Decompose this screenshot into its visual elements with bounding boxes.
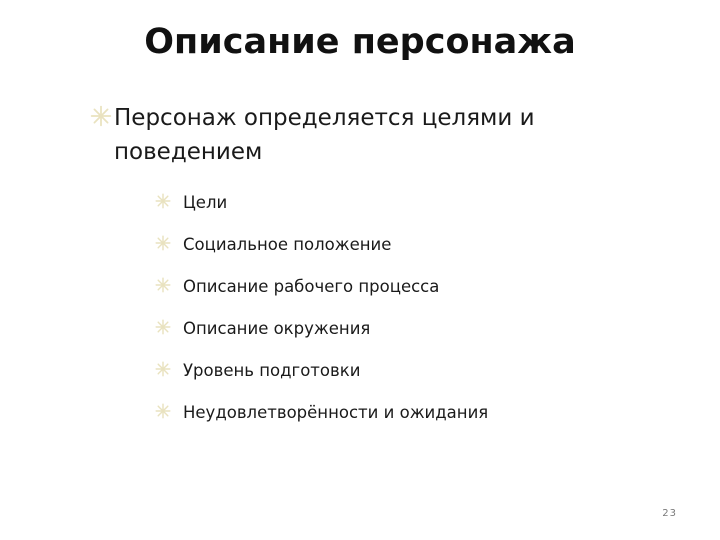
main-bullet-text: Персонаж определяется целями и поведением: [114, 105, 535, 165]
sub-bullet-item: [155, 265, 488, 307]
sub-bullet-item: [155, 391, 488, 433]
sub-bullet-text: Неудовлетворённости и ожидания: [183, 402, 489, 422]
star-burst-icon: [155, 361, 171, 377]
sub-bullet-item: [155, 307, 488, 349]
sub-bullet-text: Уровень подготовки: [183, 360, 361, 380]
sub-bullet-text: Социальное положение: [183, 234, 392, 254]
sub-bullet-text: Описание окружения: [183, 318, 371, 338]
sub-bullet-item: [155, 223, 488, 265]
sub-bullet-list: [155, 181, 488, 433]
main-bullet: [90, 101, 610, 169]
star-burst-icon: [155, 277, 171, 293]
slide-title: Описание персонажа: [144, 22, 576, 62]
sub-bullet-text: Цели: [183, 192, 228, 212]
star-burst-icon: [155, 403, 171, 419]
star-burst-icon: [155, 319, 171, 335]
star-burst-icon: [155, 235, 171, 251]
sub-bullet-item: [155, 349, 488, 391]
star-burst-icon: [90, 105, 112, 127]
star-burst-icon: [155, 193, 171, 209]
sub-bullet-item: [155, 181, 488, 223]
page-number: 23: [662, 508, 677, 519]
sub-bullet-text: Описание рабочего процесса: [183, 276, 440, 296]
